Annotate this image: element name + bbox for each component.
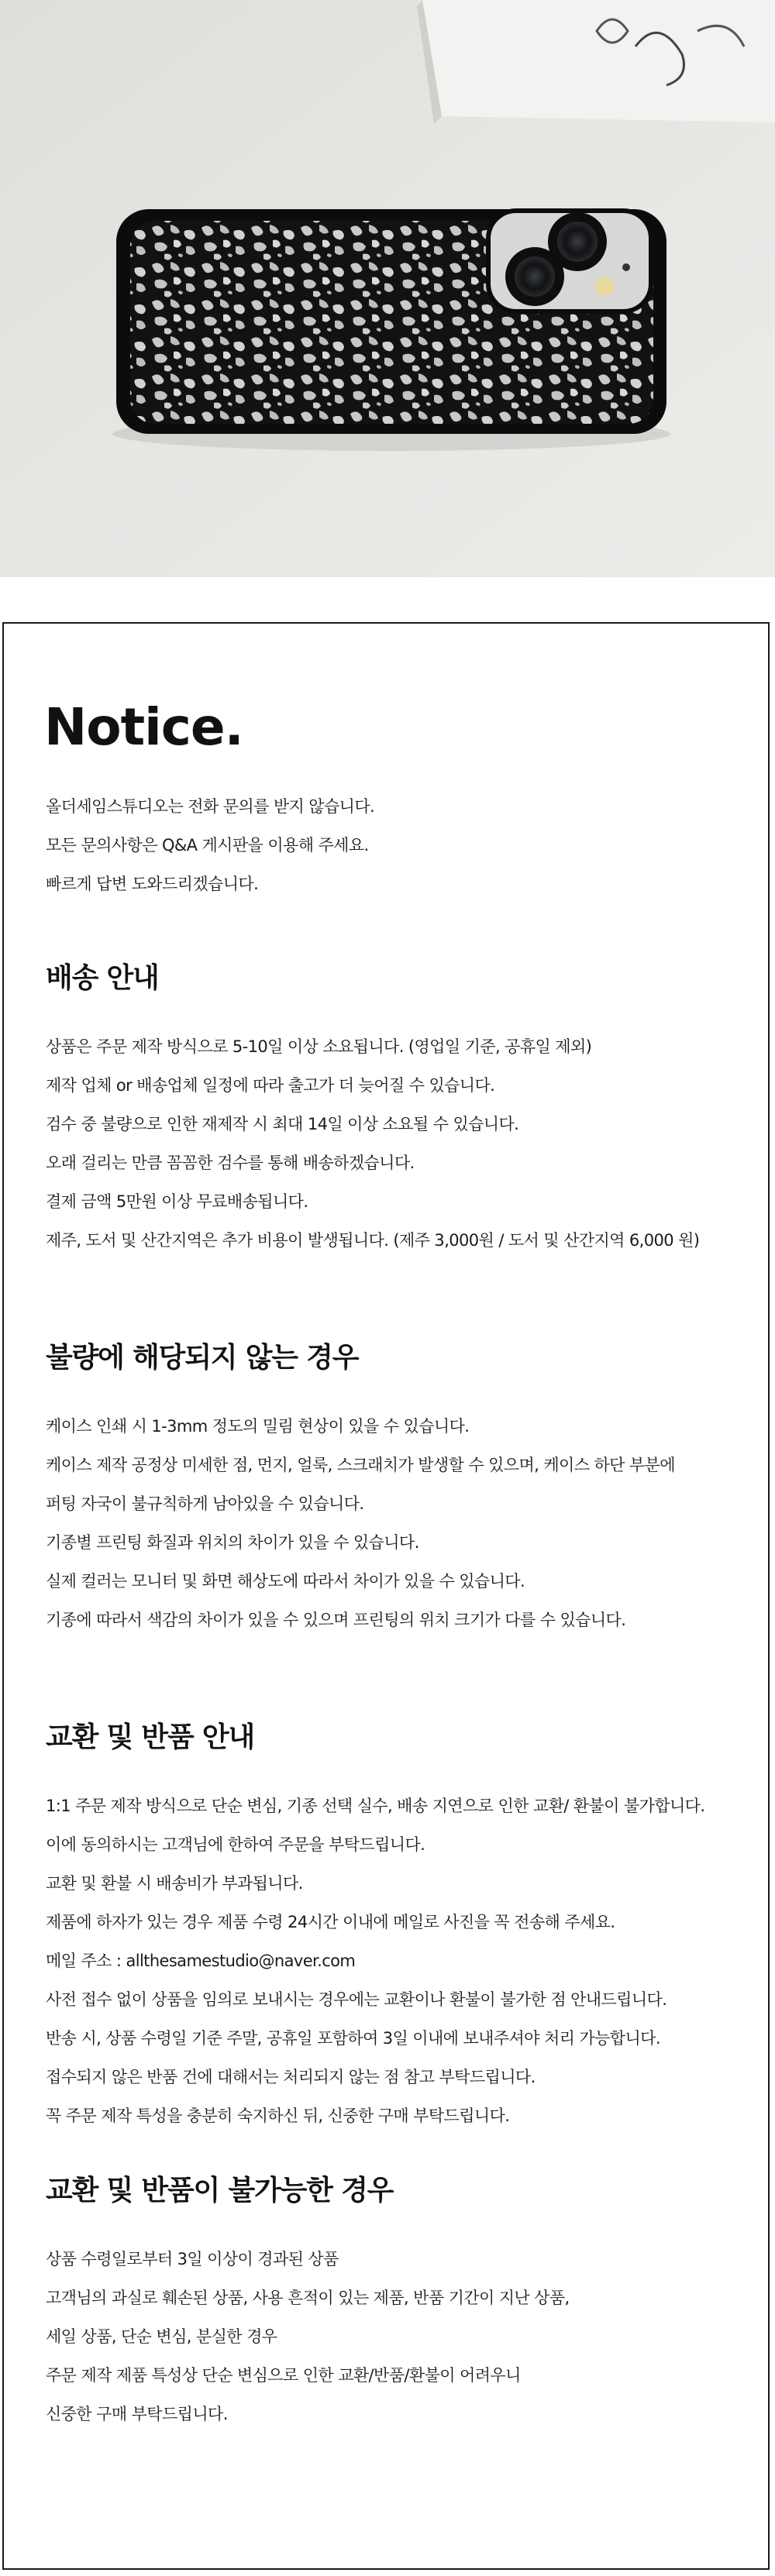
intro-line: 빠르게 답변 도와드리겠습니다. — [46, 875, 259, 893]
notice-box — [2, 622, 770, 2570]
section-title: 배송 안내 — [46, 962, 159, 994]
section-line: 사전 접수 없이 상품을 임의로 보내시는 경우에는 교환이나 환불이 불가한 점 안내드립니다. — [46, 1990, 667, 2009]
section-lines — [46, 1787, 704, 2135]
section-line: 케이스 인쇄 시 1-3mm 정도의 밀림 현상이 있을 수 있습니다. — [46, 1417, 470, 1436]
section-line: 세일 상품, 단순 변심, 분실한 경우 — [46, 2327, 277, 2346]
section-title: 불량에 해당되지 않는 경우 — [46, 1342, 359, 1374]
section-not-defective — [46, 1339, 675, 1639]
section-title: 교환 및 반품이 불가능한 경우 — [46, 2175, 394, 2206]
section-line: 1:1 주문 제작 방식으로 단순 변심, 기종 선택 실수, 배송 지연으로 인한 교환/ 환불이 불가합니다. — [46, 1797, 705, 1815]
book-image — [417, 0, 775, 124]
section-line: 이에 동의하시는 고객님에 한하여 주문을 부탁드립니다. — [46, 1835, 425, 1854]
section-line: 결제 금액 5만원 이상 무료배송됩니다. — [46, 1192, 308, 1211]
section-line: 기종에 따라서 색감의 차이가 있을 수 있으며 프린팅의 위치 크기가 다를 수 있습니다. — [46, 1611, 626, 1629]
section-line: 케이스 제작 공정상 미세한 점, 먼지, 얼룩, 스크래치가 발생할 수 있으며, 케이스 하단 부분에 — [46, 1456, 675, 1474]
phone-case-image — [116, 209, 666, 434]
section-lines — [46, 1027, 699, 1260]
section-line: 주문 제작 제품 특성상 단순 변심으로 인한 교환/반품/환불이 어려우니 — [46, 2366, 521, 2385]
section-line: 상품은 주문 제작 방식으로 5-10일 이상 소요됩니다. (영업일 기준, 공휴일 제외) — [46, 1037, 592, 1056]
section-line: 오래 걸리는 만큼 꼼꼼한 검수를 통해 배송하겠습니다. — [46, 1154, 415, 1172]
notice-intro — [46, 787, 374, 903]
intro-line: 올더세임스튜디오는 전화 문의를 받지 않습니다. — [46, 797, 375, 816]
section-line: 반송 시, 상품 수령일 기준 주말, 공휴일 포함하여 3일 이내에 보내주셔야 처리 가능합니다. — [46, 2029, 660, 2048]
section-line: 제작 업체 or 배송업체 일정에 따라 출고가 더 늦어질 수 있습니다. — [46, 1076, 495, 1095]
section-line: 접수되지 않은 반품 건에 대해서는 처리되지 않는 점 참고 부탁드립니다. — [46, 2068, 536, 2086]
section-lines — [46, 1407, 675, 1639]
section-line: 고객님의 과실로 훼손된 상품, 사용 흔적이 있는 제품, 반품 기간이 지난 상품, — [46, 2289, 570, 2307]
product-photo — [0, 0, 775, 577]
intro-line: 모든 문의사항은 Q&A 게시판을 이용해 주세요. — [46, 836, 369, 855]
section-shipping — [46, 959, 699, 1260]
section-line: 기종별 프린팅 화질과 위치의 차이가 있을 수 있습니다. — [46, 1533, 419, 1552]
section-line: 퍼팅 자국이 불규칙하게 남아있을 수 있습니다. — [46, 1494, 364, 1513]
section-line: 제주, 도서 및 산간지역은 추가 비용이 발생됩니다. (제주 3,000원 / 도서 및 산간지역 6,000 원) — [46, 1231, 700, 1250]
section-line: 검수 중 불량으로 인한 재제작 시 최대 14일 이상 소요될 수 있습니다. — [46, 1115, 519, 1133]
section-no-exchange — [46, 2172, 570, 2433]
section-line: 메일 주소 : allthesamestudio@naver.com — [46, 1952, 356, 1970]
section-line: 실제 컬러는 모니터 및 화면 해상도에 따라서 차이가 있을 수 있습니다. — [46, 1572, 525, 1591]
section-title: 교환 및 반품 안내 — [46, 1721, 255, 1753]
section-line: 제품에 하자가 있는 경우 제품 수령 24시간 이내에 메일로 사진을 꼭 전송해 주세요. — [46, 1913, 615, 1931]
section-line: 교환 및 환불 시 배송비가 부과됩니다. — [46, 1874, 303, 1893]
section-line: 상품 수령일로부터 3일 이상이 경과된 상품 — [46, 2250, 339, 2268]
section-line: 신중한 구매 부탁드립니다. — [46, 2405, 228, 2423]
notice-title: Notice. — [44, 697, 243, 757]
section-exchange-return — [46, 1718, 704, 2135]
section-lines — [46, 2240, 570, 2433]
section-line: 꼭 주문 제작 특성을 충분히 숙지하신 뒤, 신중한 구매 부탁드립니다. — [46, 2107, 510, 2125]
